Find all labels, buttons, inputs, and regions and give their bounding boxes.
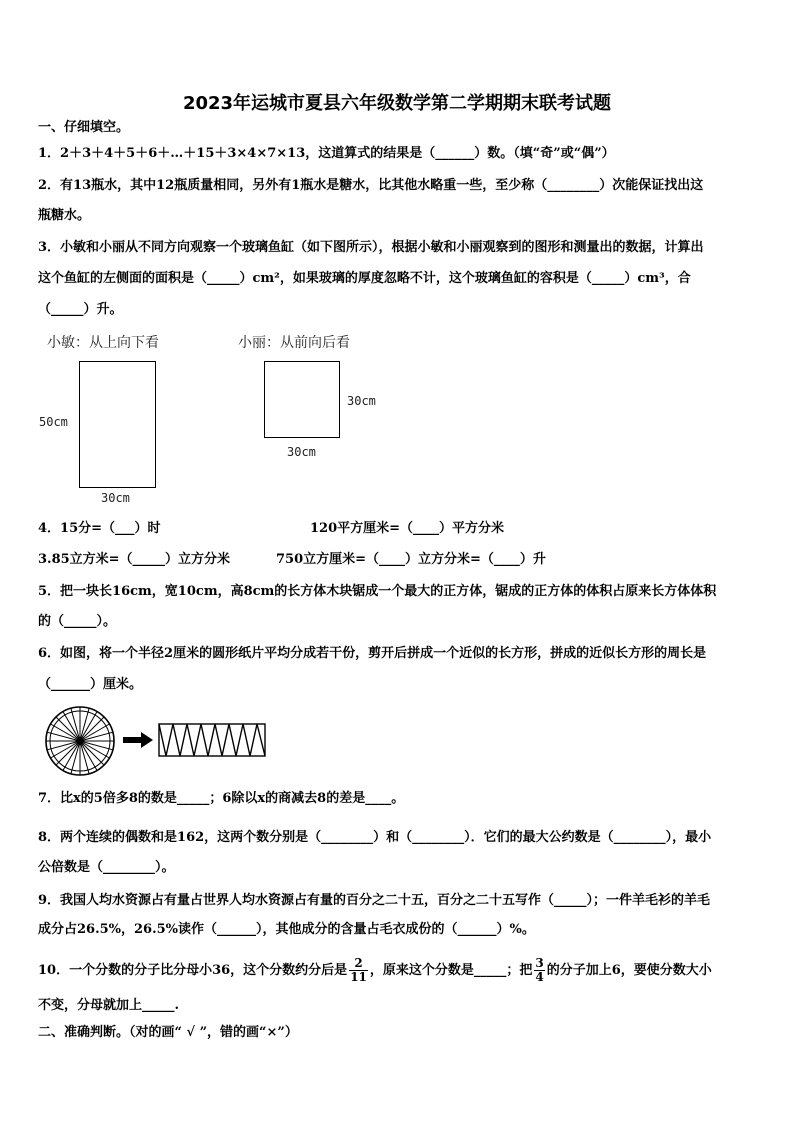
question-2-line-1: 2．有13瓶水，其中12瓶质量相同，另外有1瓶水是糖水，比其他水略重一些，至少称（________）次能保证找出这 — [38, 178, 704, 193]
question-4c: 3.85立方米=（_____）立方分米 — [38, 552, 231, 567]
question-6-line-1: 6．如图，将一个半径2厘米的圆形纸片平均分成若干份，剪开后拼成一个近似的长方形，拼成的近似长方形的周长是 — [38, 646, 707, 661]
question-9-line-2: 成分占26.5%，26.5%读作（______），其他成分的含量占毛衣成份的（______）%。 — [38, 922, 535, 937]
top-view-height-label: 50cm — [39, 415, 68, 429]
question-10-text-part-2: ，原来这个分数是_____；把 — [369, 963, 533, 978]
top-view-rectangle — [80, 362, 156, 488]
figure-caption-top-view: 小敏：从上向下看 — [47, 335, 159, 351]
page-title: 2023年运城市夏县六年级数学第二学期期末联考试题 — [182, 93, 612, 114]
arrow-right — [123, 732, 153, 748]
question-2-line-2: 瓶糖水。 — [38, 208, 91, 223]
question-4b: 120平方厘米=（____）平方分米 — [310, 521, 505, 536]
question-7: 7．比x的5倍多8的数是_____；6除以x的商减去8的差是____。 — [38, 791, 405, 806]
question-3-line-2: 这个鱼缸的左侧面的面积是（_____）cm²，如果玻璃的厚度忽略不计，这个玻璃鱼缸的容积是（_____）cm³，合 — [38, 271, 691, 286]
fraction-3-over-4: $\frac{3}{4}$ — [535, 956, 544, 984]
front-view-width-label: 30cm — [287, 445, 316, 459]
question-3-line-3: （_____）升。 — [38, 302, 123, 317]
question-4a: 4．15分=（___）时 — [38, 521, 161, 536]
top-view-width-label: 30cm — [101, 491, 130, 505]
question-4d: 750立方厘米=（____）立方分米=（____）升 — [276, 552, 546, 567]
circle-to-rectangle-figure — [45, 705, 275, 777]
question-6-line-2: （______）厘米。 — [38, 677, 143, 692]
question-10-line-2: 不变，分母就加上_____. — [38, 998, 180, 1013]
question-5-line-2: 的（_____）。 — [38, 614, 117, 629]
front-view-height-label: 30cm — [347, 394, 376, 408]
question-10-text-part-1: 10．一个分数的分子比分母小36，这个分数约分后是 — [38, 963, 348, 978]
section-heading-fill-in: 一、仔细填空。 — [38, 120, 130, 135]
question-8-line-1: 8．两个连续的偶数和是162，这两个数分别是（________）和（________）．它们的最大公约数是（________），最小 — [38, 830, 712, 845]
question-1: 1．2＋3＋4＋5＋6＋…＋15＋3×4×7×13，这道算式的结果是（______）数。（填“奇”或“偶”） — [38, 146, 615, 161]
sector-circle — [46, 707, 114, 775]
front-view-square — [265, 362, 340, 438]
figure-caption-front-view: 小丽：从前向后看 — [238, 335, 350, 351]
fraction-2-over-11: $\frac{2}{11}$ — [350, 956, 367, 984]
question-8-line-2: 公倍数是（________）。 — [38, 860, 175, 875]
question-3-line-1: 3．小敏和小丽从不同方向观察一个玻璃鱼缸（如下图所示），根据小敏和小丽观察到的图形和测量出的数据，计算出 — [38, 240, 704, 255]
question-5-line-1: 5．把一块长16cm，宽10cm，高8cm的长方体木块锯成一个最大的正方体，锯成的正方体的体积占原来长方体体积 — [38, 584, 717, 599]
question-9-line-1: 9．我国人均水资源占有量占世界人均水资源占有量的百分之二十五，百分之二十五写作（_____）；一件羊毛衫的羊毛 — [38, 893, 711, 908]
question-10-text-part-3: 的分子加上6，要使分数大小 — [546, 963, 712, 978]
approximate-rectangle — [159, 724, 265, 756]
section-heading-true-false: 二、准确判断。（对的画“ √ ”，错的画“×”） — [38, 1025, 298, 1040]
question-10-line-1 — [38, 955, 712, 987]
